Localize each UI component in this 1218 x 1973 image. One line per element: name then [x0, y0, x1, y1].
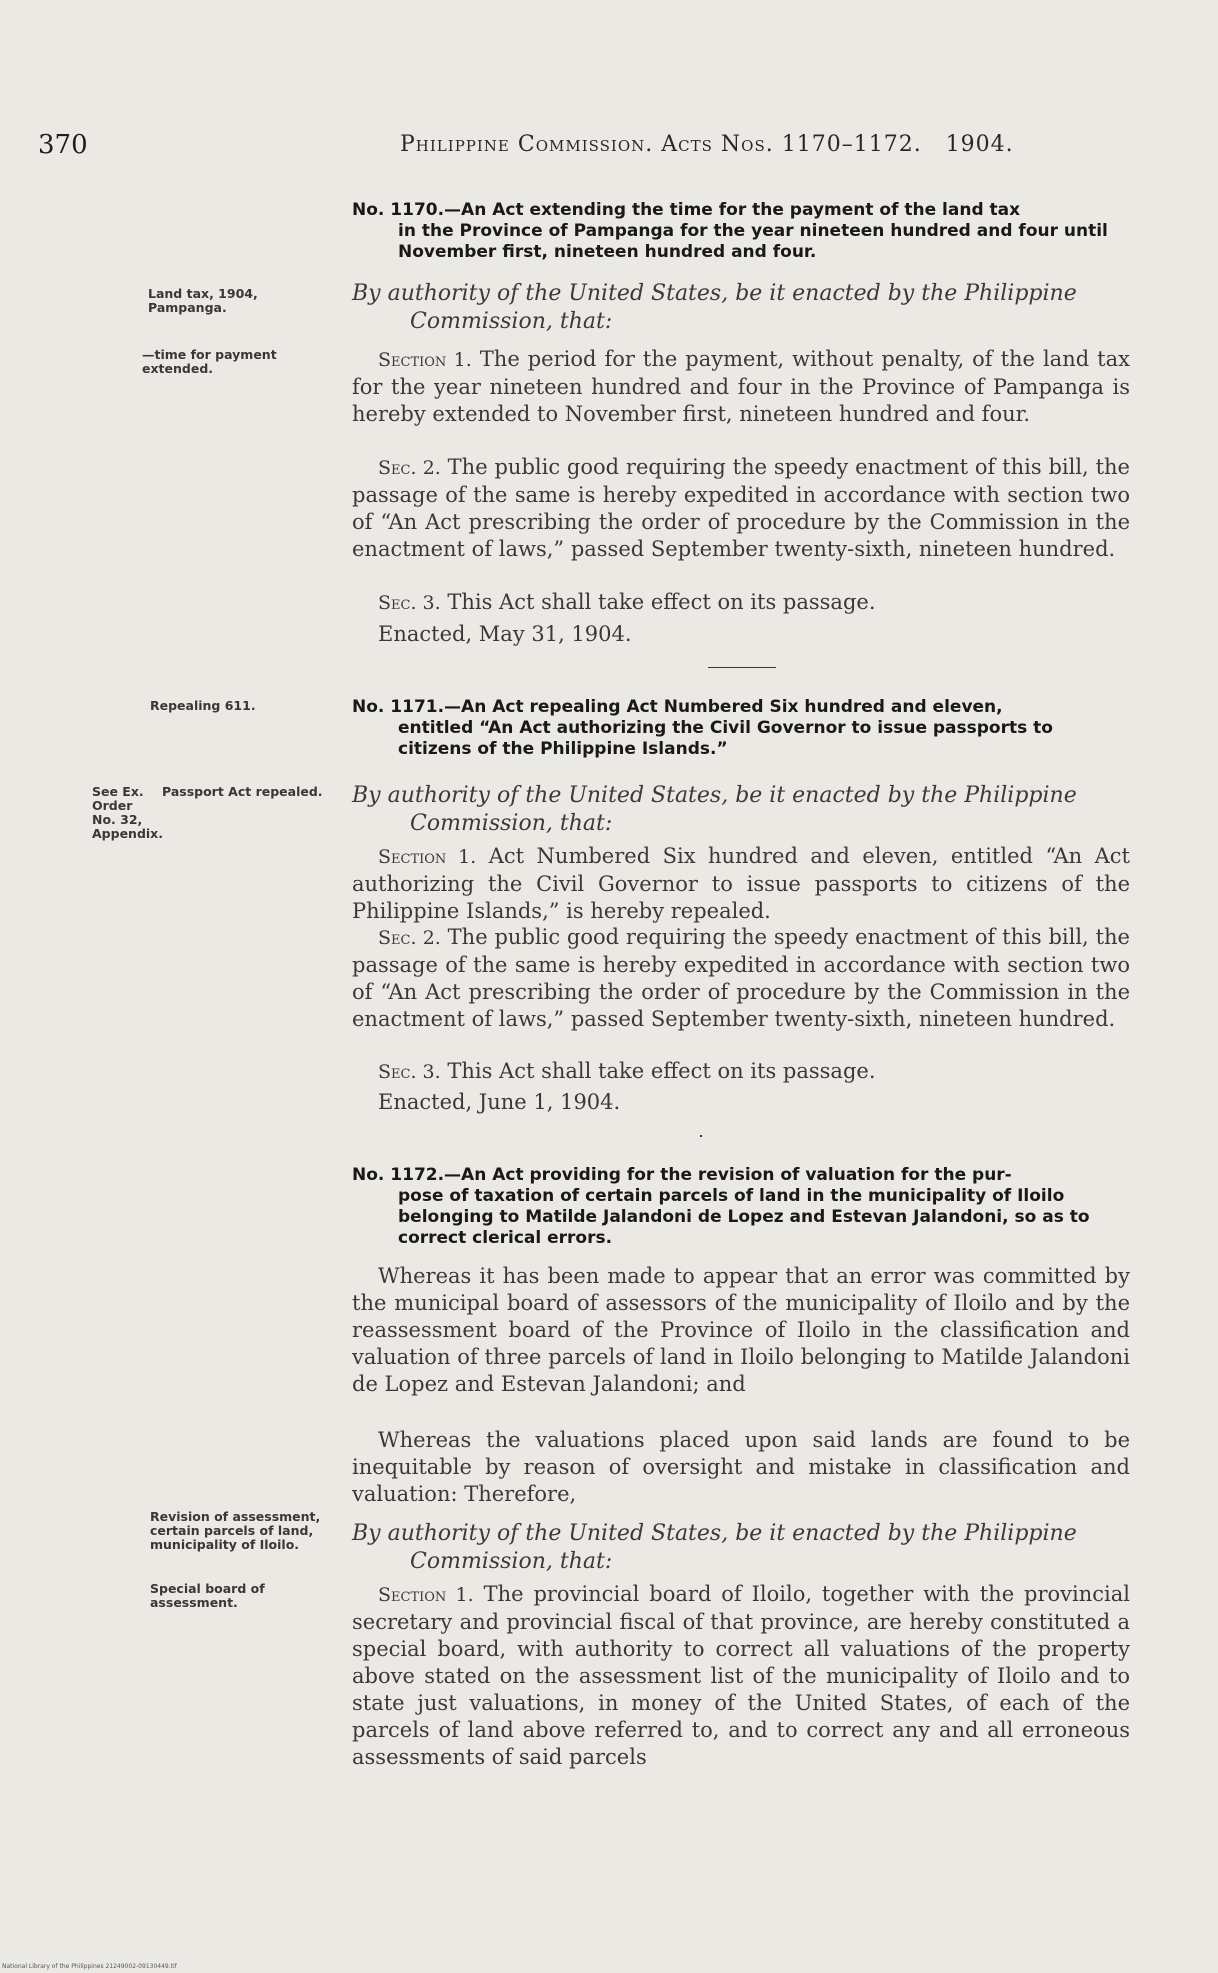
act-1172-side-note-revision: Revision of assessment, certain parcels of land, municipality of Iloilo.: [150, 1509, 321, 1552]
act-1171-enacted-date: Enacted, June 1, 1904.: [378, 1090, 621, 1114]
act-1170-enact-line1: By authority of the United States, be it enacted by the Philippine: [352, 281, 1077, 306]
act-1172-whereas-1: Whereas it has been made to appear that an error was committed by the municipal board of assessors of the municipality of Iloilo and by the reassessment board of the Province of Iloilo in the classification and valuation of three parcels of land in Iloilo belonging to Matilde Jalandoni de Lopez and Estevan Jalandoni; and: [352, 1264, 1130, 1396]
act-1170-enact-line2: Commission, that:: [410, 309, 613, 334]
running-year: 1904.: [945, 132, 1014, 157]
act-1170-sec2-text: The public good requiring the speedy enactment of this bill, the passage of the same is hereby expedited in accordance with section two of “An Act prescribing the order of procedure by the Commission in the enactment of laws,” passed September twenty-sixth, nineteen hundred.: [352, 455, 1130, 561]
act-1170-section-2: [352, 454, 1130, 563]
running-title: Philippine Commission. Acts Nos. 1170–1172.: [400, 132, 922, 157]
act-1171-side-note-repealing: Repealing 611.: [150, 698, 256, 713]
act-1172-enact-line2: Commission, that:: [410, 1549, 613, 1574]
act-1172-enacting-clause: [352, 1520, 1132, 1576]
act-1172-title-line1: No. 1172.—An Act providing for the revision of valuation for the pur-: [352, 1165, 1012, 1185]
act-1171-title-line2: entitled “An Act authorizing the Civil Governor to issue passports to citizens of the Philippine Islands.”: [398, 718, 1053, 759]
act-1172-side-note-special-board: Special board of assessment.: [150, 1581, 265, 1610]
act-1170-title-line1: No. 1170.—An Act extending the time for the payment of the land tax: [352, 200, 1021, 220]
act-1171-section-3: [352, 1058, 1130, 1086]
running-header: [400, 132, 1014, 157]
act-1171-side-note-passport: Passport Act repealed.: [162, 784, 323, 799]
act-1170-sec1-text: The period for the payment, without penalty, of the land tax for the year nineteen hundred and four in the Province of Pampanga is hereby extended to November first, nineteen hundred and four.: [352, 347, 1130, 426]
act-1171-title-line1: No. 1171.—An Act repealing Act Numbered Six hundred and eleven,: [352, 697, 1003, 717]
act-1171-sec2-label: Sec. 2.: [378, 927, 441, 949]
act-1170-sec3-text: This Act shall take effect on its passage.: [447, 590, 876, 614]
act-1170-sec1-label: Section 1.: [378, 349, 472, 371]
act-1172-sec1-label: Section 1.: [378, 1584, 474, 1606]
act-1171-section-2: [352, 924, 1130, 1033]
act-1170-sec2-label: Sec. 2.: [378, 457, 441, 479]
act-1172-title: [352, 1165, 1132, 1249]
section-divider-dot: [700, 1135, 702, 1137]
act-1170-title-line2: in the Province of Pampanga for the year nineteen hundred and four until November first, nineteen hundred and four.: [398, 221, 1108, 262]
section-divider: [708, 667, 776, 668]
act-1171-enact-line1: By authority of the United States, be it enacted by the Philippine: [352, 783, 1077, 808]
act-1172-whereas-2: Whereas the valuations placed upon said lands are found to be inequitable by reason of oversight and mistake in classification and valuation: Therefore,: [352, 1428, 1130, 1506]
act-1170-sec3-label: Sec. 3.: [378, 592, 441, 614]
act-1171-enact-line2: Commission, that:: [410, 811, 613, 836]
act-1171-sec1-label: Section 1.: [378, 846, 477, 868]
act-1172-sec1-text: The provincial board of Iloilo, together with the provincial secretary and provincial fiscal of that province, are hereby constituted a special board, with authority to correct all valuations of the property above stated on the assessment list of the municipality of Iloilo and to state just valuations, in money of the United States, of each of the parcels of land above referred to, and to correct any and all erroneous assessments of said parcels: [352, 1582, 1130, 1769]
act-1171-sec2-text: The public good requiring the speedy enactment of this bill, the passage of the same is hereby expedited in accordance with section two of “An Act prescribing the order of procedure by the Commission in the enactment of laws,” passed September twenty-sixth, nineteen hundred.: [352, 925, 1130, 1031]
act-1172-section-1: [352, 1581, 1130, 1771]
act-1170-side-note-time: —time for payment extended.: [142, 347, 277, 376]
act-1170-enacting-clause: [352, 280, 1132, 336]
page-number: 370: [38, 130, 88, 160]
act-1171-side-note-see-order: See Ex. Order No. 32, Appendix.: [92, 784, 163, 841]
act-1171-sec1-text: Act Numbered Six hundred and eleven, entitled “An Act authorizing the Civil Governor to issue passports to citizens of the Philippine Islands,” is hereby repealed.: [352, 844, 1130, 923]
act-1171-sec3-label: Sec. 3.: [378, 1061, 441, 1083]
act-1170-section-1: [352, 346, 1130, 428]
act-1171-section-1: [352, 843, 1130, 925]
act-1170-side-note-land-tax: Land tax, 1904, Pampanga.: [148, 286, 258, 315]
act-1171-title: [352, 697, 1132, 760]
act-1171-enacting-clause: [352, 782, 1132, 838]
scan-credit: National Library of the Philippines 21249002-09130449.tif: [2, 1963, 177, 1970]
act-1172-title-line2: pose of taxation of certain parcels of land in the municipality of Iloilo belonging to Matilde Jalandoni de Lopez and Estevan Jalandoni, so as to correct clerical errors.: [398, 1186, 1090, 1248]
act-1170-title: [352, 200, 1132, 263]
act-1170-enacted-date: Enacted, May 31, 1904.: [378, 622, 632, 646]
act-1172-enact-line1: By authority of the United States, be it enacted by the Philippine: [352, 1521, 1077, 1546]
act-1170-section-3: [352, 589, 1130, 617]
act-1171-sec3-text: This Act shall take effect on its passage.: [447, 1059, 876, 1083]
